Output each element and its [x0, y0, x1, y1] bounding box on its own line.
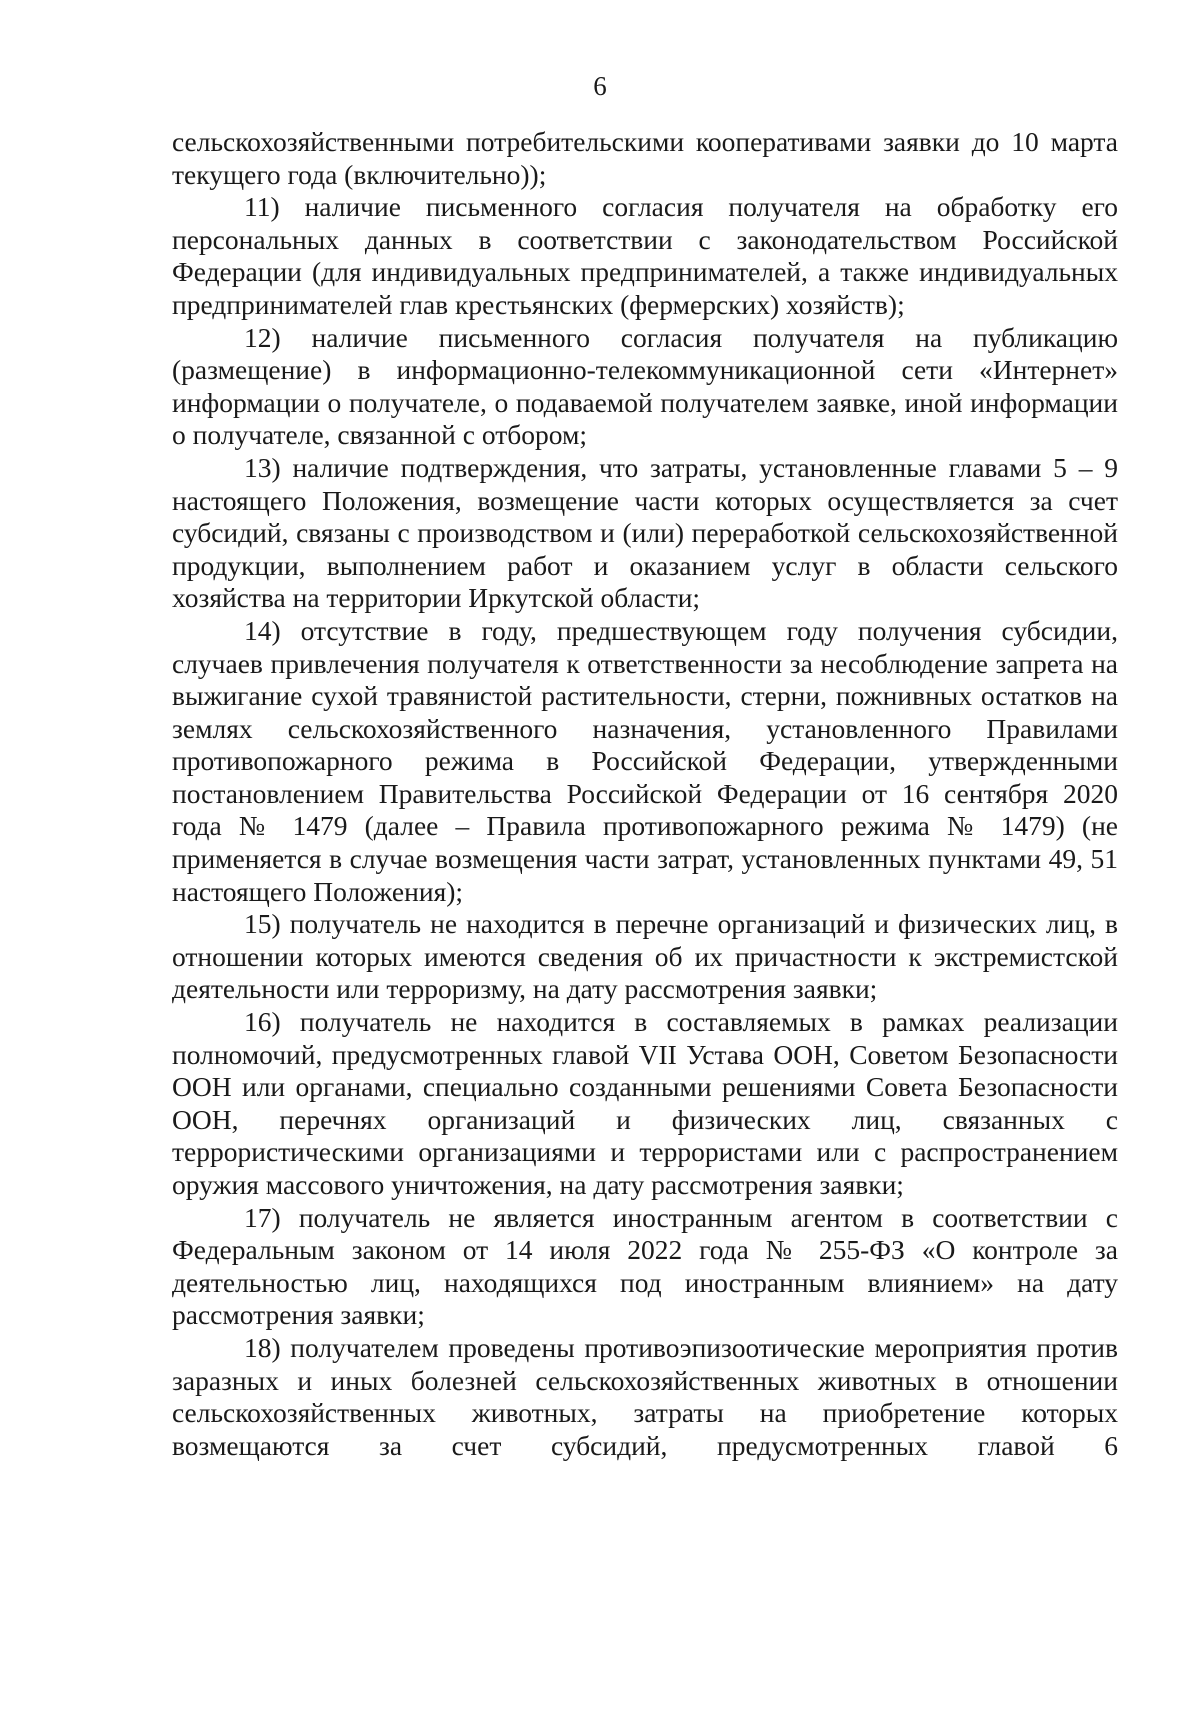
paragraph-item-16: 16) получатель не находится в составляемых в рамках реализации полномочий, предусмотренных главой VII Устава ООН, Советом Безопасности ООН или органами, специально созданными решениями Совета Безопасности ООН, перечнях организаций и физических лиц, связанных с террористическими организациями и террористами или с распространением оружия массового уничтожения, на дату рассмотрения заявки; [172, 1006, 1118, 1200]
paragraph-continuation: сельскохозяйственными потребительскими кооперативами заявки до 10 марта текущего года (включительно)); [172, 126, 1118, 190]
document-body [172, 126, 1118, 1462]
paragraph-item-15: 15) получатель не находится в перечне организаций и физических лиц, в отношении которых имеются сведения об их причастности к экстремистской деятельности или терроризму, на дату рассмотрения заявки; [172, 908, 1118, 1005]
paragraph-item-11: 11) наличие письменного согласия получателя на обработку его персональных данных в соответствии с законодательством Российской Федерации (для индивидуальных предпринимателей, а также индивидуальных предпринимателей глав крестьянских (фермерских) хозяйств); [172, 191, 1118, 320]
paragraph-item-18: 18) получателем проведены противоэпизоотические мероприятия против заразных и иных болезней сельскохозяйственных животных в отношении сельскохозяйственных животных, затраты на приобретение которых возмещаются за счет субсидий, предусмотренных главой 6 [172, 1331, 1118, 1461]
paragraph-item-12: 12) наличие письменного согласия получателя на публикацию (размещение) в информационно-телекоммуникационной сети «Интернет» информации о получателе, о подаваемой получателем заявке, иной информации о получателе, связанной с отбором; [172, 321, 1118, 451]
paragraph-item-14: 14) отсутствие в году, предшествующем году получения субсидии, случаев привлечения получателя к ответственности за несоблюдение запрета на выжигание сухой травянистой растительности, стерни, пожнивных остатков на землях сельскохозяйственного назначения, установленного Правилами противопожарного режима в Российской Федерации, утвержденными постановлением Правительства Российской Федерации от 16 сентября 2020 года № 1479 (далее – Правила противопожарного режима № 1479) (не применяется в случае возмещения части затрат, установленных пунктами 49, 51 настоящего Положения); [172, 614, 1118, 907]
paragraph-item-17: 17) получатель не является иностранным агентом в соответствии с Федеральным законом от 14 июля 2022 года № 255-ФЗ «О контроле за деятельностью лиц, находящихся под иностранным влиянием» на дату рассмотрения заявки; [172, 1201, 1118, 1331]
page-number: 6 [593, 71, 607, 101]
paragraph-item-13: 13) наличие подтверждения, что затраты, установленные главами 5 – 9 настоящего Положения, возмещение части которых осуществляется за счет субсидий, связаны с производством и (или) переработкой сельскохозяйственной продукции, выполнением работ и оказанием услуг в области сельского хозяйства на территории Иркутской области; [172, 451, 1118, 614]
